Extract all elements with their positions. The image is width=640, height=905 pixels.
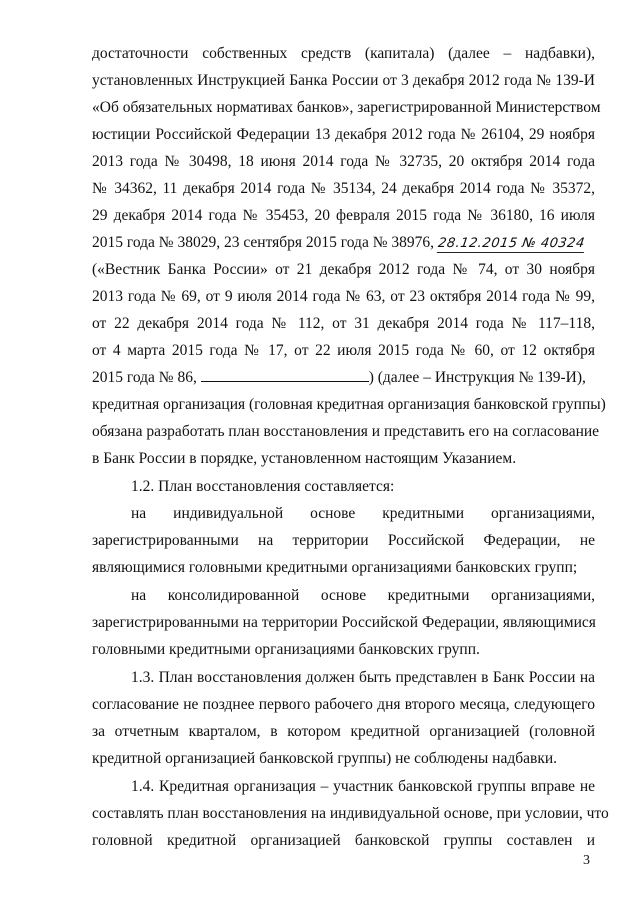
text-line: достаточности собственных средств (капитала) (далее – надбавки), [92,45,595,62]
text-line: зарегистрированными на территории Российской Федерации, не [92,532,595,549]
text-line: «Об обязательных нормативах банков», зарегистрированной Министерством [92,99,601,116]
text-line: 29 декабря 2014 года № 35453, 20 февраля 2015 года № 36180, 16 июля [92,207,595,224]
text-line: ) (далее – Инструкция № 139-И), [368,369,586,386]
text-line: на индивидуальной основе кредитными организациями, [131,505,595,522]
text-line: на консолидированной основе кредитными организациями, [131,587,595,604]
section-heading: 1.2. План восстановления составляется: [131,478,395,495]
text-line: 1.3. План восстановления должен быть представлен в Банк России на [131,669,595,686]
text-line: № 34362, 11 декабря 2014 года № 35134, 24 декабря 2014 года № 35372, [92,180,595,197]
text-line: согласование не позднее первого рабочего дня второго месяца, следующего [92,696,595,713]
text-line: кредитной организацией банковской группы) не соблюдены надбавки. [92,750,558,767]
text-line: в Банк России в порядке, установленном настоящим Указанием. [92,450,517,467]
text-line: обязана разработать план восстановления и представить его на согласование [92,423,600,440]
text-line: являющимися головными кредитными организациями банковских групп; [92,559,578,576]
text-line: от 22 декабря 2014 года № 112, от 31 декабря 2014 года № 117–118, [92,315,595,332]
text-line: 1.4. Кредитная организация – участник банковской группы вправе не [131,778,595,795]
text-line: юстиции Российской Федерации 13 декабря 2012 года № 26104, 29 ноября [92,126,595,143]
text-line: зарегистрированными на территории Российской Федерации, являющимися [92,614,596,631]
text-line: 2013 года № 30498, 18 июня 2014 года № 32735, 20 октября 2014 года [92,153,595,170]
text-line-with-blank [92,365,595,391]
text-line: от 4 марта 2015 года № 17, от 22 июля 2015 года № 60, от 12 октября [92,342,595,359]
text-line: составлять план восстановления на индивидуальной основе, при условии, что [92,805,609,822]
page-number: 3 [583,853,590,868]
text-line: головными кредитными организациями банковских групп. [92,641,480,658]
text-line: кредитная организация (головная кредитная организация банковской группы) [92,396,606,413]
text-line: 2015 года № 86, [92,369,197,386]
text-line: («Вестник Банка России» от 21 декабря 2012 года № 74, от 30 ноября [92,261,595,278]
text-line: головной кредитной организацией банковской группы составлен и [92,832,595,849]
text-line: 2015 года № 38029, 23 сентября 2015 года № 38976, [92,234,434,251]
text-line: 2013 года № 69, от 9 июля 2014 года № 63, от 23 октября 2014 года № 99, [92,288,595,305]
blank-underline [201,367,369,382]
text-line-with-handwriting [92,230,595,256]
text-line: за отчетным кварталом, в котором кредитной организацией (головной [92,723,595,740]
handwritten-registration-note: 28.12.2015 № 40324 [436,236,586,251]
text-line: установленных Инструкцией Банка России от 3 декабря 2012 года № 139-И [92,72,595,89]
